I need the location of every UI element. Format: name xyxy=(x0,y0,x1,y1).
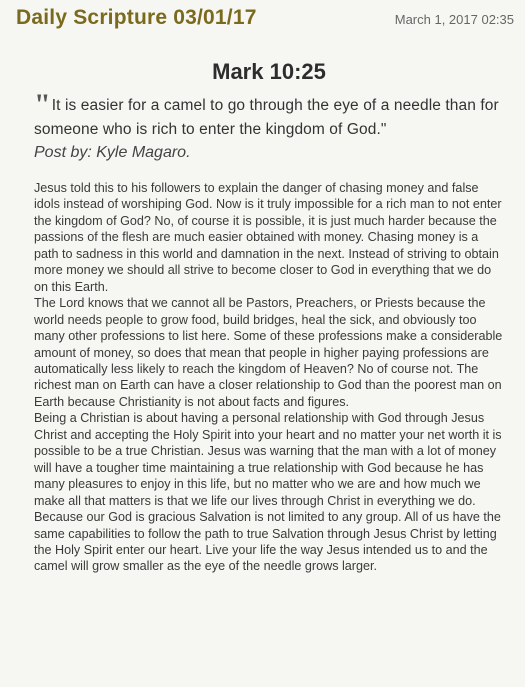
scripture-quote-text: It is easier for a camel to go through the eye of a needle than for someone who is rich to enter the kingdom of God." xyxy=(34,97,499,138)
post-title[interactable]: Daily Scripture 03/01/17 xyxy=(16,6,257,29)
post-body xyxy=(34,180,504,575)
post-date: March 1, 2017 02:35 xyxy=(394,12,514,27)
verse-reference: Mark 10:25 xyxy=(212,59,326,84)
scripture-quote xyxy=(34,88,504,142)
post-content xyxy=(34,58,504,575)
post-header xyxy=(0,0,525,44)
body-paragraph: The Lord knows that we cannot all be Pastors, Preachers, or Priests because the world needs people to grow food, build bridges, heal the sick, and obviously too many other professions to list here. Some of these professions make a considerable amount of money, so does that mean that people in higher paying professions are automatically less likely to reach the kingdom of Heaven? No of course not. The richest man on Earth can have a closer relationship to God than the poorest man on Earth because Christianity is not about facts and figures. xyxy=(34,296,503,409)
quote-mark-icon: " xyxy=(34,88,51,121)
body-paragraph: Jesus told this to his followers to explain the danger of chasing money and false idols instead of worshiping God. Now is it truly impossible for a rich man to not enter the kingdom of God? No, of course it is possible, it is just much harder because the passions of the flesh are much easier obtained with money. Chasing money is a path to sadness in this world and damnation in the next. Instead of striving to obtain more money we should all strive to become closer to God in everything that we do on this Earth. xyxy=(34,181,502,294)
post-byline: Post by: Kyle Magaro. xyxy=(34,144,191,161)
body-paragraph: Being a Christian is about having a personal relationship with God through Jesus Christ and accepting the Holy Spirit into your heart and no matter your net worth it is possible to be a true Christian. Jesus was warning that the man with a lot of money will have a tougher time maintaining a true relationship with God because he has many pleasures to enjoy in this life, but no matter who we are and how much we make all that matters is that we life our lives through Christ in everything we do. Because our God is gracious Salvation is not limited to any group. All of us have the same capabilities to follow the path to true Salvation through Jesus Christ by letting the Holy Spirit enter our heart. Live your life the way Jesus intended us to and the camel will grow smaller as the eye of the needle grows larger. xyxy=(34,411,502,574)
